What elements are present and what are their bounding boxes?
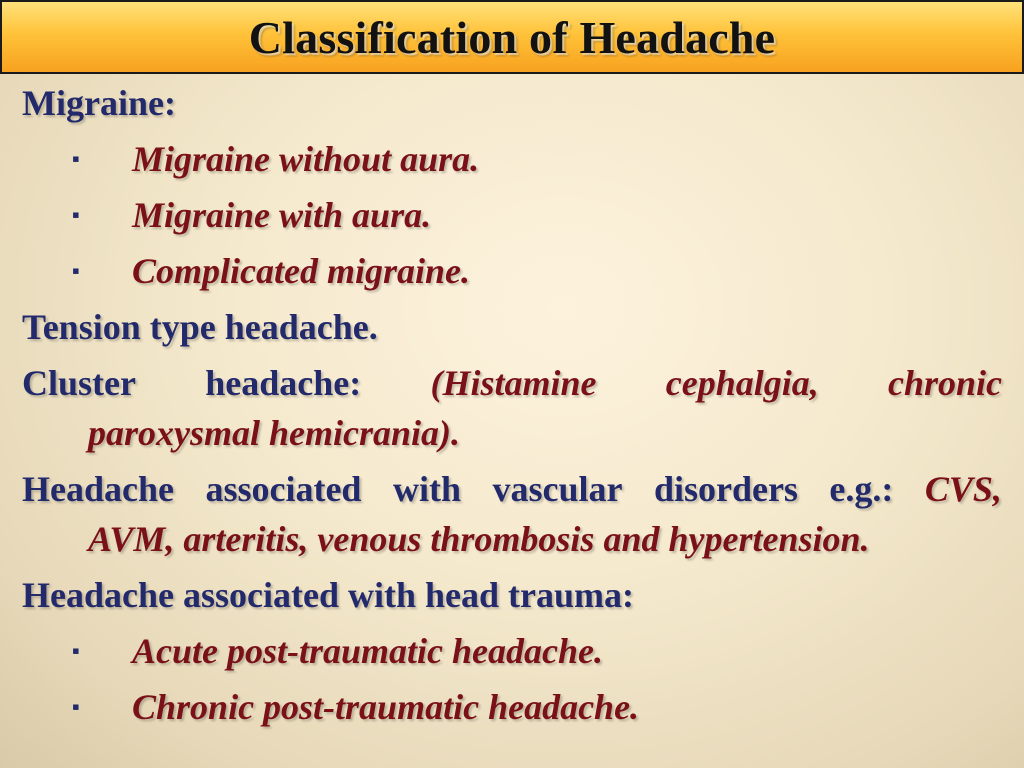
- slide-content: [22, 78, 1002, 738]
- cluster-italic-word: cephalgia,: [665, 363, 819, 403]
- migraine-item-text: Complicated migraine.: [132, 251, 470, 291]
- vascular-word: Headache: [22, 469, 174, 509]
- vascular-word: vascular: [492, 469, 623, 509]
- cluster-word: Cluster: [22, 363, 136, 403]
- bullet-icon: ▪: [72, 146, 80, 171]
- title-bar: [0, 0, 1024, 74]
- vascular-word: associated: [205, 469, 362, 509]
- cluster-continuation: paroxysmal hemicrania).: [88, 413, 461, 453]
- trauma-item-2: [22, 682, 1002, 738]
- trauma-item-1: [22, 626, 1002, 682]
- bullet-icon: ▪: [72, 202, 80, 227]
- bullet-icon: ▪: [72, 258, 80, 283]
- bullet-icon: ▪: [72, 694, 80, 719]
- migraine-item-text: Migraine without aura.: [132, 139, 480, 179]
- vascular-continuation: AVM, arteritis, venous thrombosis and hypertension.: [88, 519, 870, 559]
- migraine-item-2: [22, 190, 1002, 246]
- slide-title: Classification of Headache: [248, 11, 776, 63]
- cluster-italic-word: (Histamine: [430, 363, 597, 403]
- trauma-heading: Headache associated with head trauma:: [22, 575, 634, 615]
- migraine-item-3: [22, 246, 1002, 302]
- vascular-word: disorders: [653, 469, 798, 509]
- cluster-italic-word: chronic: [887, 363, 1002, 403]
- tension-heading: Tension type headache.: [22, 307, 378, 347]
- migraine-item-text: Migraine with aura.: [132, 195, 432, 235]
- vascular-word: e.g.:: [829, 469, 894, 509]
- vascular-line: [22, 464, 1002, 514]
- migraine-heading: Migraine:: [22, 83, 176, 123]
- bullet-icon: ▪: [72, 638, 80, 663]
- vascular-italic-word: CVS,: [924, 469, 1002, 509]
- trauma-item-text: Acute post-traumatic headache.: [132, 631, 603, 671]
- trauma-item-text: Chronic post-traumatic headache.: [132, 687, 640, 727]
- cluster-word: headache:: [205, 363, 362, 403]
- cluster-line: [22, 358, 1002, 408]
- migraine-item-1: [22, 134, 1002, 190]
- vascular-word: with: [392, 469, 461, 509]
